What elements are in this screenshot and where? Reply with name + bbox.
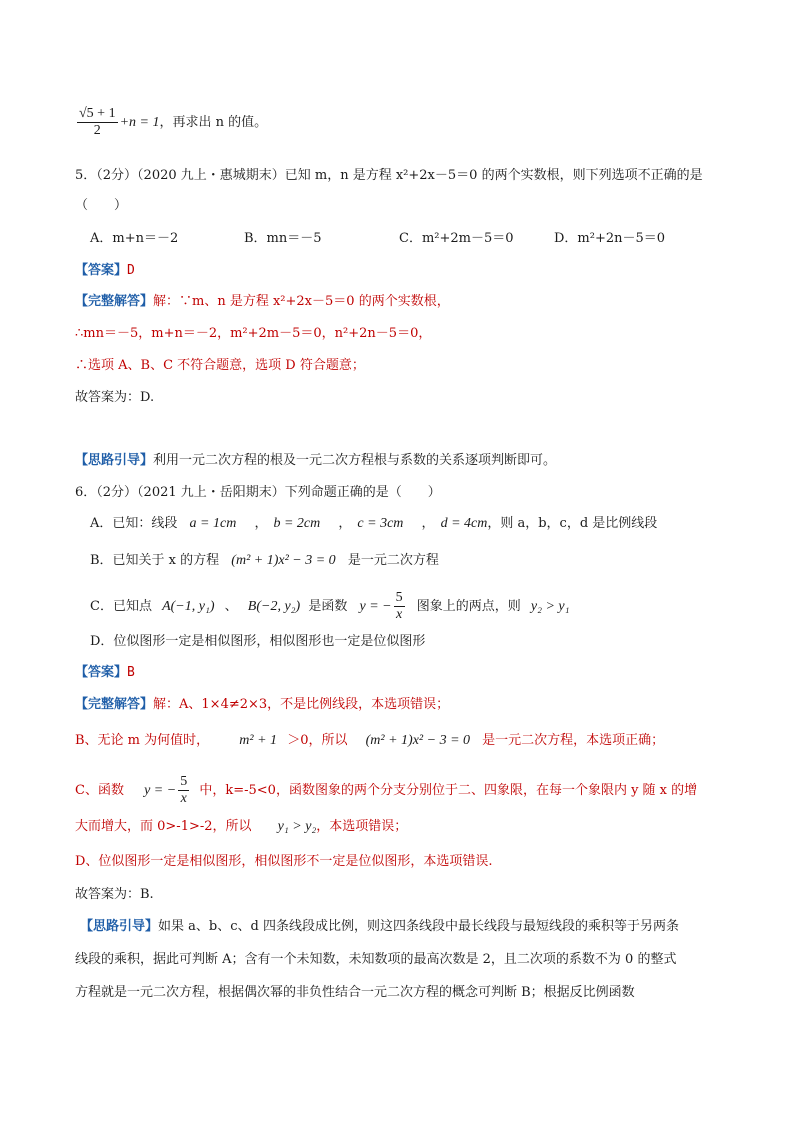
fraction-denominator: 2 <box>93 123 101 138</box>
q5-solution-4: 故答案为：D. <box>75 390 155 405</box>
q6-c-prefix: C．已知点 <box>90 599 152 614</box>
q6-a-suffix: ，则 a，b，c，d 是比例线段 <box>487 516 658 531</box>
q6-solution-2-math-2: (m² + 1)x² − 3 = 0 <box>365 733 471 748</box>
q6-solution-line-1 <box>75 695 449 715</box>
q6-b-math: (m² + 1)x² − 3 = 0 <box>231 553 336 568</box>
q6-option-a: A．已知：线段 a = 1cm ， b = 2cm ， c = 3cm ， d = 4cm，则 a，b，c，d 是比例线段 <box>90 516 658 531</box>
q6-solution-line-3 <box>75 774 697 807</box>
q6-option-c <box>90 590 570 623</box>
q6-answer: B <box>127 665 135 680</box>
q6-a-math-4: d = 4cm <box>440 516 488 531</box>
q5-solution-3: ∴选项 A、B、C 不符合题意，选项 D 符合题意； <box>75 358 365 373</box>
q6-hint-line-1 <box>80 917 679 937</box>
q5-paren: （ ） <box>75 198 128 213</box>
intro-text: ，再求出 n 的值。 <box>159 115 268 130</box>
q6-a-math-1: a = 1cm <box>189 516 237 531</box>
q6-solution-3-suffix: 中，k=-5<0，函数图象的两个分支分别位于二、四象限，在每一个象限内 y 随 x 的增 <box>199 783 698 798</box>
fraction-numerator: 5 <box>395 590 403 605</box>
q6-solution-2-prefix: B、无论 m 为何值时， <box>75 733 210 748</box>
q6-a-math-3: c = 3cm <box>357 516 404 531</box>
q6-solution-2-mid: ＞0，所以 <box>287 733 348 748</box>
q6-c-sep: 、 <box>224 599 238 614</box>
q5-option-a: A．m+n＝－2 <box>90 231 179 246</box>
hint-tag: 【思路引导】 <box>80 919 159 934</box>
q6-a-math-2: b = 2cm <box>273 516 321 531</box>
q5-hint: 利用一元二次方程的根及一元二次方程根与系数的关系逐项判断即可。 <box>153 453 557 468</box>
fraction-denominator: x <box>396 607 403 622</box>
q6-solution-4-math: y₁ > y₂ <box>277 819 317 834</box>
hint-tag: 【思路引导】 <box>75 453 154 468</box>
intro-line <box>75 106 267 139</box>
q6-b-suffix: 是一元二次方程 <box>347 553 439 568</box>
fraction-numerator: √5 + 1 <box>79 106 116 121</box>
q6-c-fraction <box>394 590 405 623</box>
intro-math: +n = 1 <box>119 115 160 130</box>
q6-c-math-3: y₂ > y₁ <box>530 599 570 614</box>
q6-solution-4-prefix: 大而增大，而 0>-1>-2，所以 <box>75 819 252 834</box>
q5-stem: 5．（2分）（2020 九上・惠城期末）已知 m，n 是方程 x²+2x－5＝0 的两个实数根，则下列选项不正确的是 <box>75 168 703 183</box>
q5-solution-line-1 <box>75 292 450 312</box>
q6-c-y: y = − <box>359 599 392 614</box>
q6-solution-3-y: y = − <box>144 783 177 798</box>
q6-option-d: D．位似图形一定是相似图形，相似图形也一定是位似图形 <box>90 634 426 649</box>
q5-option-d: D．m²+2n－5＝0 <box>554 231 666 246</box>
q5-hint-line <box>75 451 556 471</box>
q6-c-math-1: A(−1, y₁) <box>162 599 215 614</box>
q6-solution-2-suffix: 是一元二次方程，本选项正确； <box>482 733 665 748</box>
q6-option-b <box>90 551 439 571</box>
q6-hint-3: 方程就是一元二次方程，根据偶次幂的非负性结合一元二次方程的概念可判断 B；根据反比例函数 <box>75 985 635 1000</box>
q6-c-mid: 是函数 <box>308 599 348 614</box>
q5-solution-1: 解：∵m、n 是方程 x²+2x－5＝0 的两个实数根， <box>153 294 450 309</box>
q5-option-b: B．mn＝－5 <box>244 231 322 246</box>
intro-fraction <box>77 106 118 139</box>
answer-tag: 【答案】 <box>75 665 128 680</box>
fraction-denominator: x <box>180 791 187 806</box>
q6-solution-6: 故答案为：B. <box>75 887 154 902</box>
q6-hint-2: 线段的乘积，据此可判断 A；含有一个未知数，未知数项的最高次数是 2，且二次项的系数不为 0 的整式 <box>75 952 677 967</box>
q6-solution-line-4 <box>75 817 407 837</box>
q5-solution-2: ∴mn＝－5，m+n＝－2，m²+2m－5＝0，n²+2n－5＝0， <box>75 326 432 341</box>
q5-answer-line <box>75 261 135 281</box>
solution-tag: 【完整解答】 <box>75 697 154 712</box>
q6-solution-4-suffix: ，本选项错误； <box>316 819 408 834</box>
solution-tag: 【完整解答】 <box>75 294 154 309</box>
answer-tag: 【答案】 <box>75 263 128 278</box>
q6-b-prefix: B．已知关于 x 的方程 <box>90 553 220 568</box>
q6-stem: 6．（2分）（2021 九上・岳阳期末）下列命题正确的是（ ） <box>75 485 441 500</box>
q6-c-math-2: B(−2, y₂) <box>247 599 301 614</box>
q6-solution-5: D、位似图形一定是相似图形，相似图形不一定是位似图形，本选项错误. <box>75 854 493 869</box>
q6-solution-line-2 <box>75 731 664 751</box>
q6-solution-1: 解：A、1×4≠2×3，不是比例线段，本选项错误； <box>153 697 450 712</box>
q5-answer: D <box>127 263 135 278</box>
q5-option-c: C．m²+2m－5＝0 <box>399 231 514 246</box>
q6-solution-2-math-1: m² + 1 <box>239 733 278 748</box>
q6-c-mid2: 图象上的两点，则 <box>416 599 521 614</box>
q6-solution-3-fraction <box>178 774 189 807</box>
q6-solution-3-prefix: C、函数 <box>75 783 124 798</box>
q6-hint-1: 如果 a、b、c、d 四条线段成比例，则这四条线段中最长线段与最短线段的乘积等于另两条 <box>158 919 679 934</box>
q6-a-prefix: A．已知：线段 <box>90 516 178 531</box>
fraction-numerator: 5 <box>180 774 188 789</box>
q6-answer-line <box>75 663 135 683</box>
